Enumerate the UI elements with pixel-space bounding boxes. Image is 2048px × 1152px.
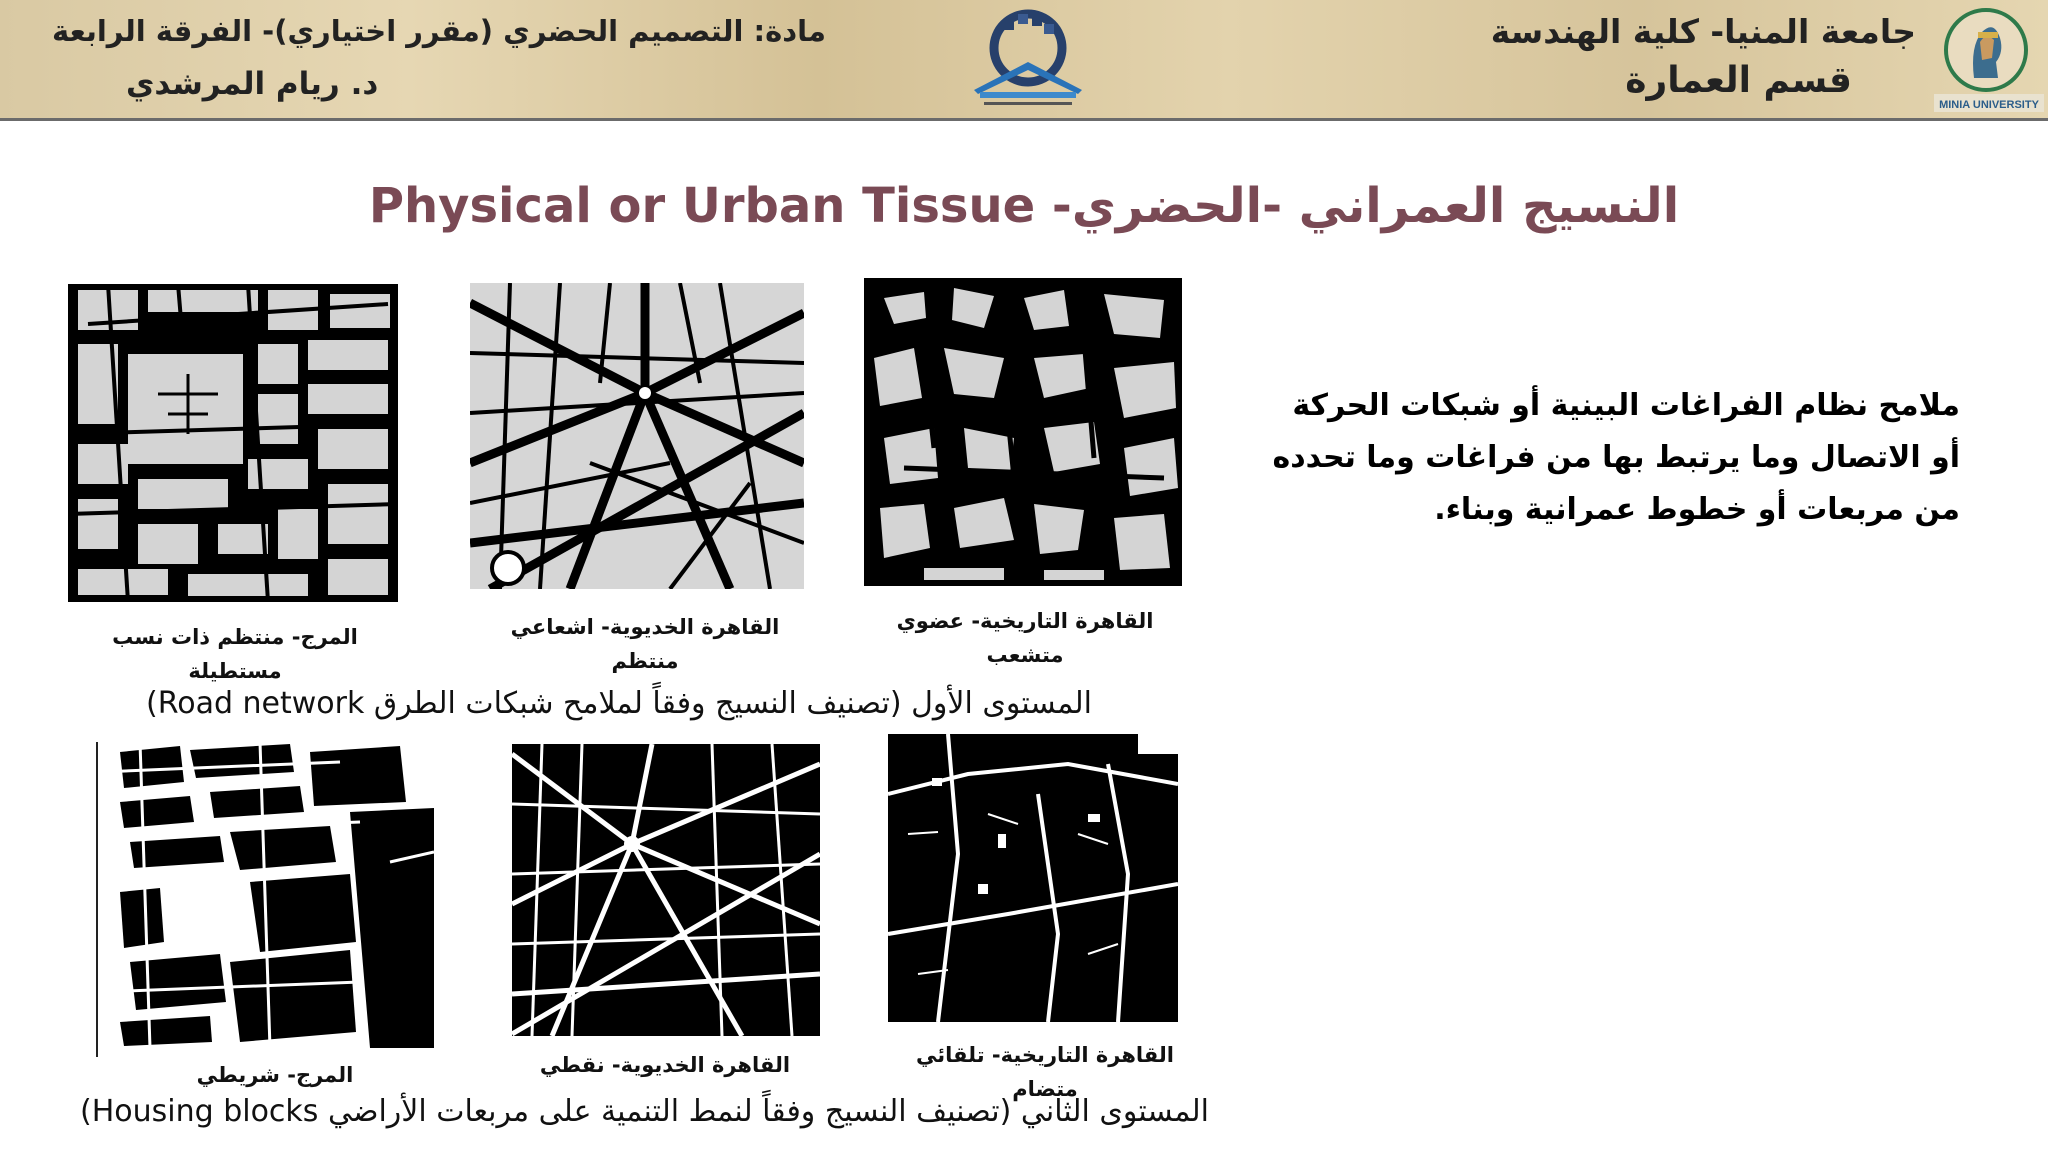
map-khedivial-radial — [470, 283, 804, 589]
caption-khedivial-point: القاهرة الخديوية- نقطي — [539, 1053, 791, 1077]
caption-marg-linear: المرج- شريطي — [196, 1063, 354, 1087]
divider-line — [96, 742, 98, 1057]
map-marg-linear — [100, 742, 434, 1048]
level-one-label — [146, 686, 1092, 721]
title-arabic: النسيج العمراني -الحضري- — [1051, 178, 1680, 234]
level-one-english: Road network — [157, 686, 365, 721]
university-logo — [1934, 2, 2044, 114]
university-faculty: جامعة المنيا- كلية الهندسة — [1490, 12, 1916, 51]
map-historic-organic — [864, 278, 1182, 586]
department-name: قسم العمارة — [1625, 60, 1852, 101]
caption-historic-organic: القاهرة التاريخية- عضوي متشعب — [896, 609, 1154, 667]
university-logo-text: MINIA UNIVERSITY — [1939, 99, 2039, 111]
course-title: مادة: التصميم الحضري (مقرر اختياري)- الفرقة الرابعة — [52, 14, 826, 48]
level-two-close-paren: ( — [80, 1094, 92, 1129]
level-one-close-paren: ( — [146, 686, 158, 721]
map-marg-grid — [68, 284, 398, 602]
map-khedivial-point — [512, 744, 820, 1036]
instructor-name: د. ريام المرشدي — [126, 66, 379, 102]
map-historic-compact — [888, 734, 1178, 1022]
caption-historic-compact: القاهرة التاريخية- تلقائي متضام — [916, 1043, 1174, 1101]
tissue-description: ملامح نظام الفراغات البينية أو شبكات الحركة أو الاتصال وما يرتبط بها من فراغات وما تحدده من مربعات أو خطوط عمرانية وبناء. — [1272, 388, 1960, 527]
level-two-label — [80, 1094, 1209, 1129]
faculty-logo — [960, 6, 1095, 114]
page-title — [0, 178, 2048, 234]
level-one-arabic: المستوى الأول (تصنيف النسيج وفقاً لملامح شبكات الطرق — [373, 686, 1092, 721]
header-banner — [0, 0, 2048, 121]
level-two-english: Housing blocks — [91, 1094, 319, 1129]
title-english: Physical or Urban Tissue — [368, 178, 1036, 234]
caption-marg-grid: المرج- منتظم ذات نسب مستطيلة — [112, 625, 358, 683]
caption-khedivial-radial: القاهرة الخديوية- اشعاعي منتظم — [510, 615, 780, 673]
level-two-arabic: المستوى الثاني (تصنيف النسيج وفقاً لنمط التنمية على مربعات الأراضي — [327, 1094, 1210, 1129]
